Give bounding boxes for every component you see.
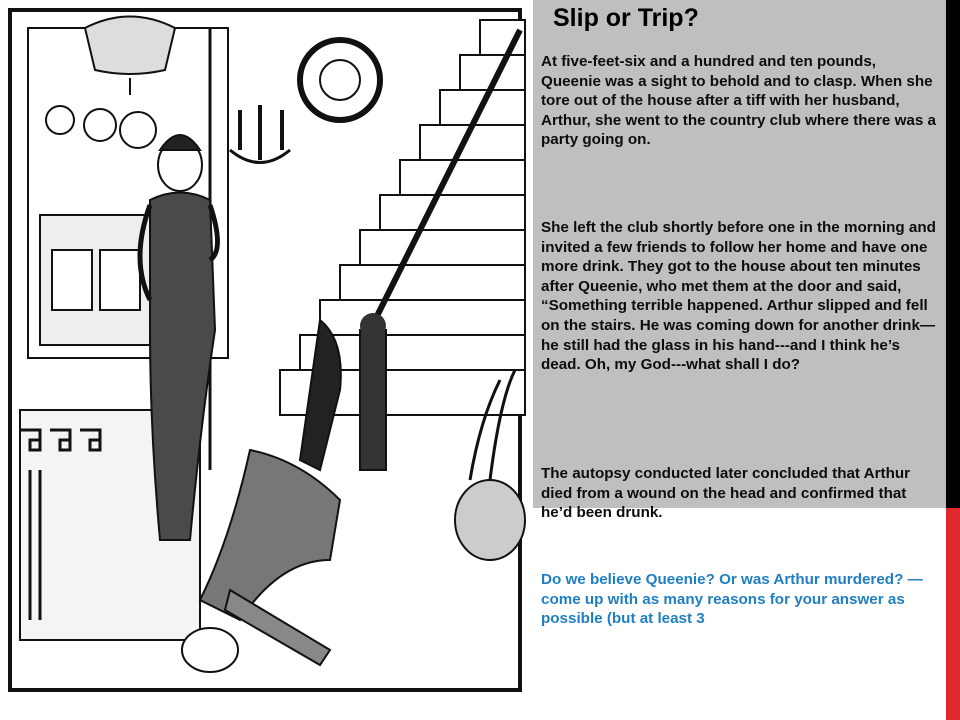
story-paragraph-1: At five-feet-six and a hundred and ten pounds, Queenie was a sight to behold and to clasp. When she tore out of the house after a tiff with her husband, Arthur, she went to the country club where there was a party going on. xyxy=(541,53,936,149)
story-paragraph-2: She left the club shortly before one in the morning and invited a few friends to follow her home and have one more drink. They got to the house about ten minutes after Queenie, who met them at the door and said, “Something terrible happened. Arthur slipped and fell on the stairs. He was coming down for another drink—he still had the glass in his hand---and I think he’s dead. Oh, my God---what shall I do? xyxy=(541,219,936,374)
slide-title: Slip or Trip? xyxy=(553,4,699,32)
accent-bar-red xyxy=(946,508,960,720)
story-paragraph-3: The autopsy conducted later concluded that Arthur died from a wound on the head and confirmed that he’d been drunk. xyxy=(541,465,911,522)
discussion-question: Do we believe Queenie? Or was Arthur murdered? —come up with as many reasons for your answer as possible (but at least 3 xyxy=(541,571,923,628)
accent-bar-dark xyxy=(946,0,960,508)
